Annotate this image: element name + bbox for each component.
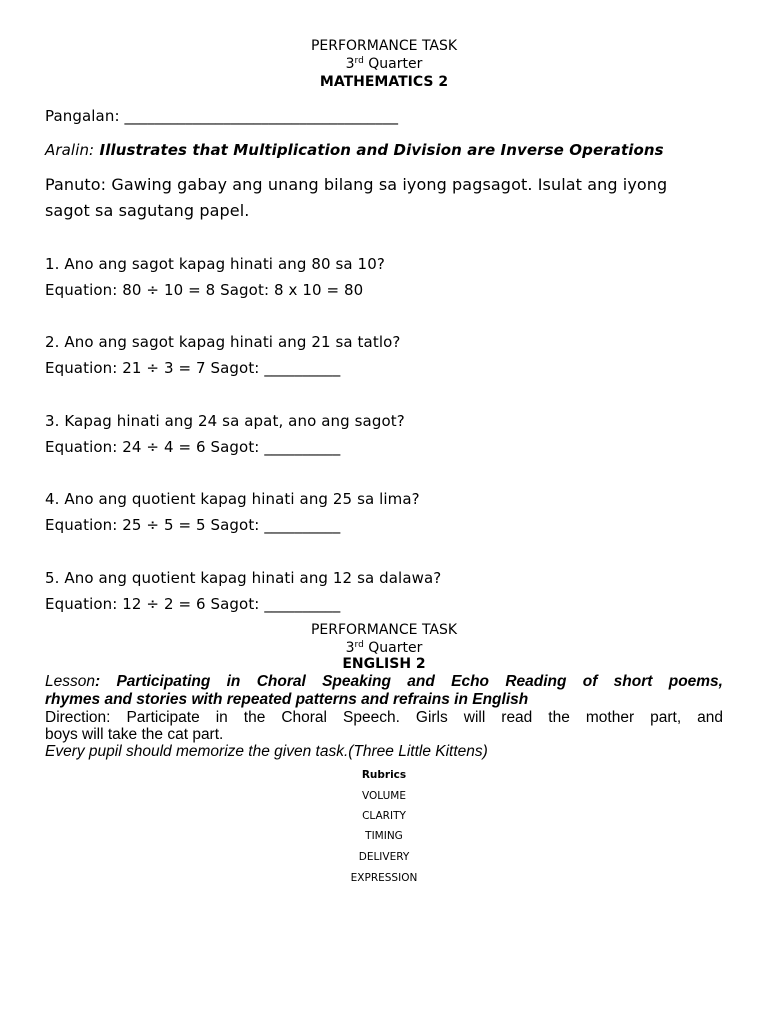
lesson-colon: : <box>94 673 101 690</box>
rubric-expression: EXPRESSION <box>350 872 418 884</box>
math-quarter-word: Quarter <box>363 56 423 72</box>
lesson-line-1 <box>45 673 723 690</box>
question-4: 4. Ano ang quotient kapag hinati ang 25 sa lima? <box>45 490 420 508</box>
math-header-title: PERFORMANCE TASK <box>310 38 458 54</box>
lesson-text-2: rhymes and stories with repeated patterns and refrains in English <box>45 691 529 708</box>
direction-line-1: Direction: Participate in the Choral Speech. Girls will read the mother part, and <box>45 709 723 726</box>
name-field-line <box>45 106 398 126</box>
math-quarter <box>0 55 768 73</box>
rubrics-title: Rubrics <box>361 769 407 781</box>
panuto-line-1: Panuto: Gawing gabay ang unang bilang sa iyong pagsagot. Isulat ang iyong <box>45 175 668 194</box>
math-quarter-suffix: rd <box>354 56 364 66</box>
lesson-label: Lesson <box>45 673 95 690</box>
memorize-line: Every pupil should memorize the given task.(Three Little Kittens) <box>45 743 488 760</box>
name-label: Pangalan: <box>45 107 125 125</box>
math-quarter-number: 3 <box>345 56 355 72</box>
aralin-text: Illustrates that Multiplication and Division are Inverse Operations <box>94 141 664 159</box>
lesson-text-1: Participating in Choral Speaking and Echo Reading of short poems, <box>100 673 723 690</box>
english-subject-title: ENGLISH 2 <box>342 656 426 672</box>
equation-5: Equation: 12 ÷ 2 = 6 Sagot: __________ <box>45 595 341 613</box>
equation-3: Equation: 24 ÷ 4 = 6 Sagot: __________ <box>45 438 341 456</box>
rubric-volume: VOLUME <box>362 790 406 802</box>
question-5: 5. Ano ang quotient kapag hinati ang 12 sa dalawa? <box>45 569 442 587</box>
equation-2: Equation: 21 ÷ 3 = 7 Sagot: __________ <box>45 359 341 377</box>
lesson-line-2 <box>45 691 723 708</box>
direction-line-2: boys will take the cat part. <box>45 726 224 743</box>
question-1: 1. Ano ang sagot kapag hinati ang 80 sa 10? <box>45 255 385 273</box>
rubric-timing: TIMING <box>365 830 403 842</box>
panuto-line-2: sagot sa sagutang papel. <box>45 201 250 220</box>
aralin-label: Aralin: <box>45 141 95 159</box>
equation-1: Equation: 80 ÷ 10 = 8 Sagot: 8 x 10 = 80 <box>45 281 364 299</box>
rubric-delivery: DELIVERY <box>358 851 410 863</box>
english-header-title: PERFORMANCE TASK <box>310 622 458 638</box>
question-3: 3. Kapag hinati ang 24 sa apat, ano ang sagot? <box>45 412 405 430</box>
name-blank: ____________________________________ <box>124 107 399 125</box>
equation-4: Equation: 25 ÷ 5 = 5 Sagot: __________ <box>45 516 341 534</box>
english-quarter-suffix: rd <box>354 640 364 650</box>
aralin-line <box>45 140 664 160</box>
english-quarter-word: Quarter <box>363 640 423 656</box>
math-subject-title: MATHEMATICS 2 <box>319 74 449 90</box>
question-2: 2. Ano ang sagot kapag hinati ang 21 sa tatlo? <box>45 333 401 351</box>
english-quarter-number: 3 <box>345 640 355 656</box>
rubric-clarity: CLARITY <box>362 810 406 822</box>
